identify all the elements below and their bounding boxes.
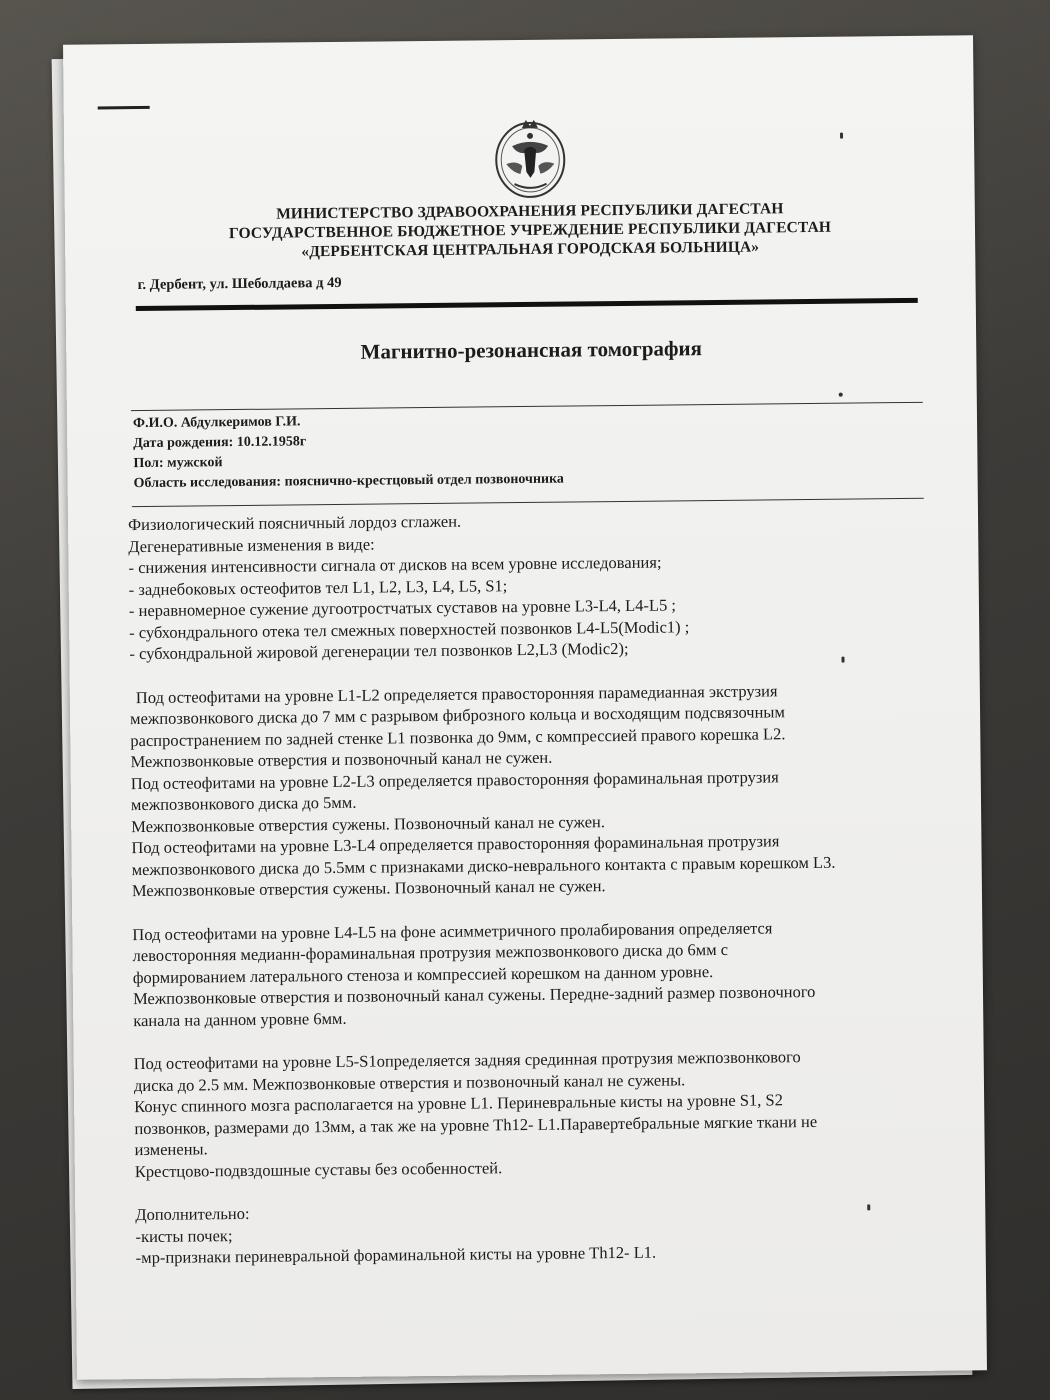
finding-line: Под остеофитами на уровне L2-L3 определяется правосторонняя фораминальная протрузия [130,766,779,793]
paper-speck [839,393,843,397]
finding-line: - субхондральной жировой дегенерации тел позвонков L2,L3 (Modic2); [129,638,629,664]
finding-line: позвонков, размерами до 13мм, а так же на уровне Th12- L1.Паравертебральные мягкие ткани не [134,1111,818,1138]
finding-line: межпозвонкового диска до 5.5мм с признаками диско-неврального контакта с правым корешком L3. [131,852,836,879]
finding-line: Под остеофитами на уровне L3-L4 определяется правосторонняя фораминальная протрузия [131,831,780,858]
finding-line: Конус спинного мозга располагается на уровне L1. Периневральные кисты на уровне S1, S2 [134,1090,784,1117]
additional-heading: Дополнительно: [135,1203,250,1225]
finding-line: Под остеофитами на уровне L4-L5 на фоне асимметричного пролабирования определяется [132,917,773,944]
patient-bottom-rule [132,498,924,507]
paper-speck [867,1204,870,1210]
finding-line: Крестцово-подвздошные суставы без особенностей. [134,1157,503,1181]
finding-line: формированием латерального стеноза и компрессией корешком на данном уровне. [132,961,714,987]
finding-line: межпозвонкового диска до 5мм. [130,792,357,815]
patient-info [133,410,564,495]
finding-line: канала на данном уровне 6мм. [133,1008,347,1030]
patient-sex: Пол: мужской [133,455,223,472]
header-line-ministry: МИНИСТЕРСТВО ЗДРАВООХРАНЕНИЯ РЕСПУБЛИКИ ДАГЕСТАН [276,200,784,223]
patient-name: Ф.И.О. Абдулкеримов Г.И. [132,414,301,432]
finding-line: Под остеофитами на уровне L5-S1определяется задняя срединная протрузия межпозвонкового [133,1047,801,1074]
finding-line: левосторонняя медианн-фораминальная протрузия межпозвонкового диска до 6мм с [132,939,729,966]
finding-line: Межпозвонковые отверстия и позвоночный канал не сужен. [130,747,553,772]
document-title: Магнитно-резонансная томография [360,336,703,364]
finding-line: изменены. [134,1139,208,1160]
header-line-hospital: «ДЕРБЕНТСКАЯ ЦЕНТРАЛЬНАЯ ГОРОДСКАЯ БОЛЬНИЦА» [301,238,760,261]
finding-line: - снижения интенсивности сигнала от дисков на всем уровне исследования; [128,552,662,578]
header-line-institution: ГОСУДАРСТВЕННОЕ БЮДЖЕТНОЕ УЧРЕЖДЕНИЕ РЕСПУБЛИКИ ДАГЕСТАН [228,218,832,243]
finding-line: - субхондрального отека тел смежных поверхностей позвонков L4-L5(Modic1) ; [129,616,690,642]
findings-text [128,505,966,1268]
study-area: Область исследования: пояснично-крестцовый отдел позвоночника [133,471,564,492]
finding-line: межпозвонкового диска до 7 мм с разрывом фиброзного кольца и восходящим подсвязочным [129,702,786,729]
finding-line: Дегенеративные изменения в виде: [128,534,375,556]
finding-line: Под остеофитами на уровне L1-L2 определяется правосторонняя парамедианная экструзия [135,680,778,707]
finding-line: распространением по задней стенке L1 позвонка до 9мм, с компрессией правого корешка L2. [130,723,786,750]
finding-line: Межпозвонковые отверстия и позвоночный канал сужены. Передне-задний размер позвоночного [132,981,816,1009]
additional-item: -кисты почек; [135,1225,233,1246]
additional-item: -мр-признаки периневральной фораминальной кисты на уровне Th12- L1. [135,1242,657,1268]
paper-speck [840,133,843,139]
patient-birth-date: Дата рождения: 10.12.1958г [133,434,307,452]
address: г. Дербент, ул. Шеболдаева д 49 [137,274,342,294]
dagestan-coat-of-arms-icon [492,116,569,201]
finding-line: - заднебоковых остеофитов тел L1, L2, L3, L4, L5, S1; [128,575,508,599]
paper-speck [841,657,844,663]
finding-line: Физиологический поясничный лордоз сглажен. [127,511,462,535]
finding-line: - неравномерное сужение дугоотростчатых суставов на уровне L3-L4, L4-L5 ; [128,595,677,621]
institution-header [105,197,956,263]
header-divider [136,298,918,311]
finding-line: диска до 2.5 мм. Межпозвонковые отверстия и позвоночный канал не сужены. [133,1069,686,1095]
finding-line: Межпозвонковые отверстия сужены. Позвоночный канал не сужен. [131,876,606,901]
finding-line: Межпозвонковые отверстия сужены. Позвоночный канал не сужен. [131,811,606,836]
corner-mark [98,106,150,110]
document-page [63,35,987,1379]
